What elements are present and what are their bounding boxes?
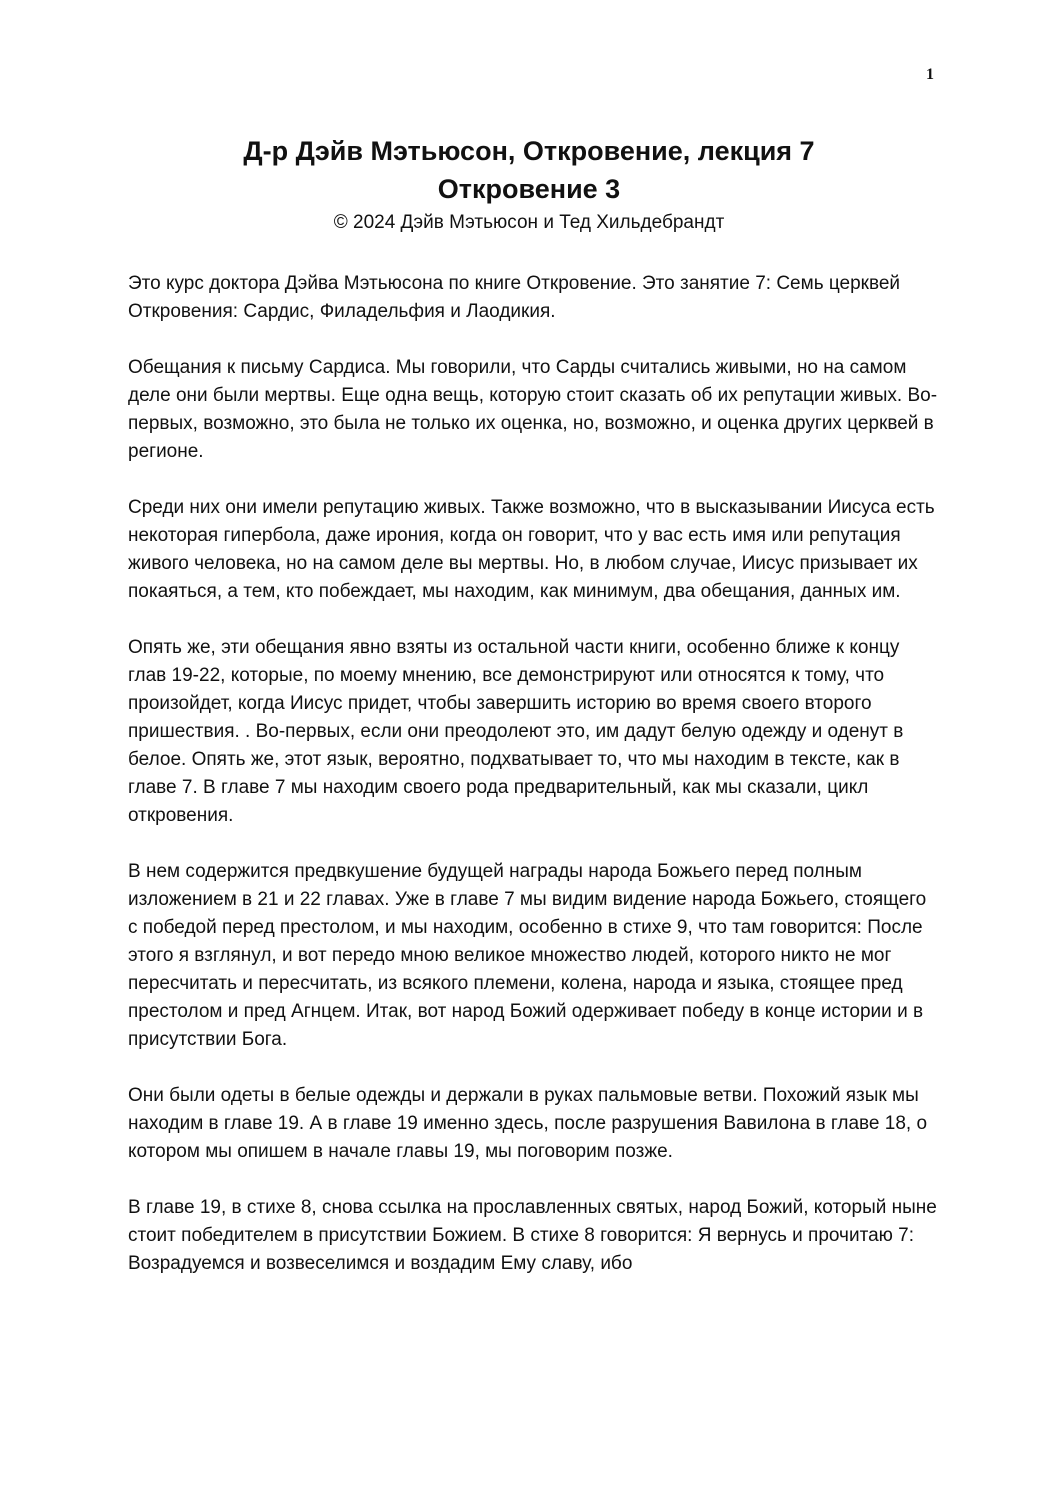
paragraph: Среди них они имели репутацию живых. Также возможно, что в высказывании Иисуса есть некоторая гипербола, даже ирония, когда он говорит, что у вас есть имя или репутация живого человека, но на самом деле вы мертвы. Но, в любом случае, Иисус призывает их покаяться, а тем, кто побеждает, мы находим, как минимум, два обещания, данных им. bbox=[128, 497, 935, 602]
copyright-line: © 2024 Дэйв Мэтьюсон и Тед Хильдебрандт bbox=[333, 212, 725, 233]
title-line-2: Откровение 3 bbox=[437, 174, 621, 204]
paragraph: Они были одеты в белые одежды и держали в руках пальмовые ветви. Похожий язык мы находим в главе 19. А в главе 19 именно здесь, после разрушения Вавилона в главе 18, о котором мы опишем в начале главы 19, мы поговорим позже. bbox=[128, 1085, 928, 1162]
title-line-1: Д-р Дэйв Мэтьюсон, Откровение, лекция 7 bbox=[243, 136, 815, 166]
document-header bbox=[0, 132, 1058, 236]
paragraph: Опять же, эти обещания явно взяты из остальной части книги, особенно ближе к концу глав 19-22, которые, по моему мнению, все демонстрируют или относятся к тому, что произойдет, когда Иисус придет, чтобы завершить историю во время своего второго пришествия. . Во-первых, если они преодолеют это, им дадут белую одежду и оденут в белое. Опять же, этот язык, вероятно, подхватывает то, что мы находим в тексте, как в главе 7. В главе 7 мы находим своего рода предварительный, как мы сказали, цикл откровения. bbox=[128, 637, 904, 826]
paragraph: Обещания к письму Сардиса. Мы говорили, что Сарды считались живыми, но на самом деле они были мертвы. Еще одна вещь, которую стоит сказать об их репутации живых. Во-первых, возможно, это была не только их оценка, но, возможно, и оценка других церквей в регионе. bbox=[128, 357, 938, 462]
paragraph: Это курс доктора Дэйва Мэтьюсона по книге Откровение. Это занятие 7: Семь церквей Откровения: Сардис, Филадельфия и Лаодикия. bbox=[128, 273, 901, 322]
paragraph: В главе 19, в стихе 8, снова ссылка на прославленных святых, народ Божий, который ныне стоит победителем в присутствии Божием. В стихе 8 говорится: Я вернусь и прочитаю 7: Возрадуемся и возвеселимся и воздадим Ему славу, ибо bbox=[128, 1197, 937, 1274]
paragraph: В нем содержится предвкушение будущей награды народа Божьего перед полным изложением в 21 и 22 главах. Уже в главе 7 мы видим видение народа Божьего, стоящего с победой перед престолом, и мы находим, особенно в стихе 9, что там говорится: После этого я взглянул, и вот передо мною великое множество людей, которого никто не мог пересчитать и пересчитать, из всякого племени, колена, народа и языка, стоящее пред престолом и пред Агнцем. Итак, вот народ Божий одерживает победу в конце истории и в присутствии Бога. bbox=[128, 861, 927, 1050]
page-number: 1 bbox=[926, 66, 934, 83]
document-body bbox=[128, 270, 938, 1306]
